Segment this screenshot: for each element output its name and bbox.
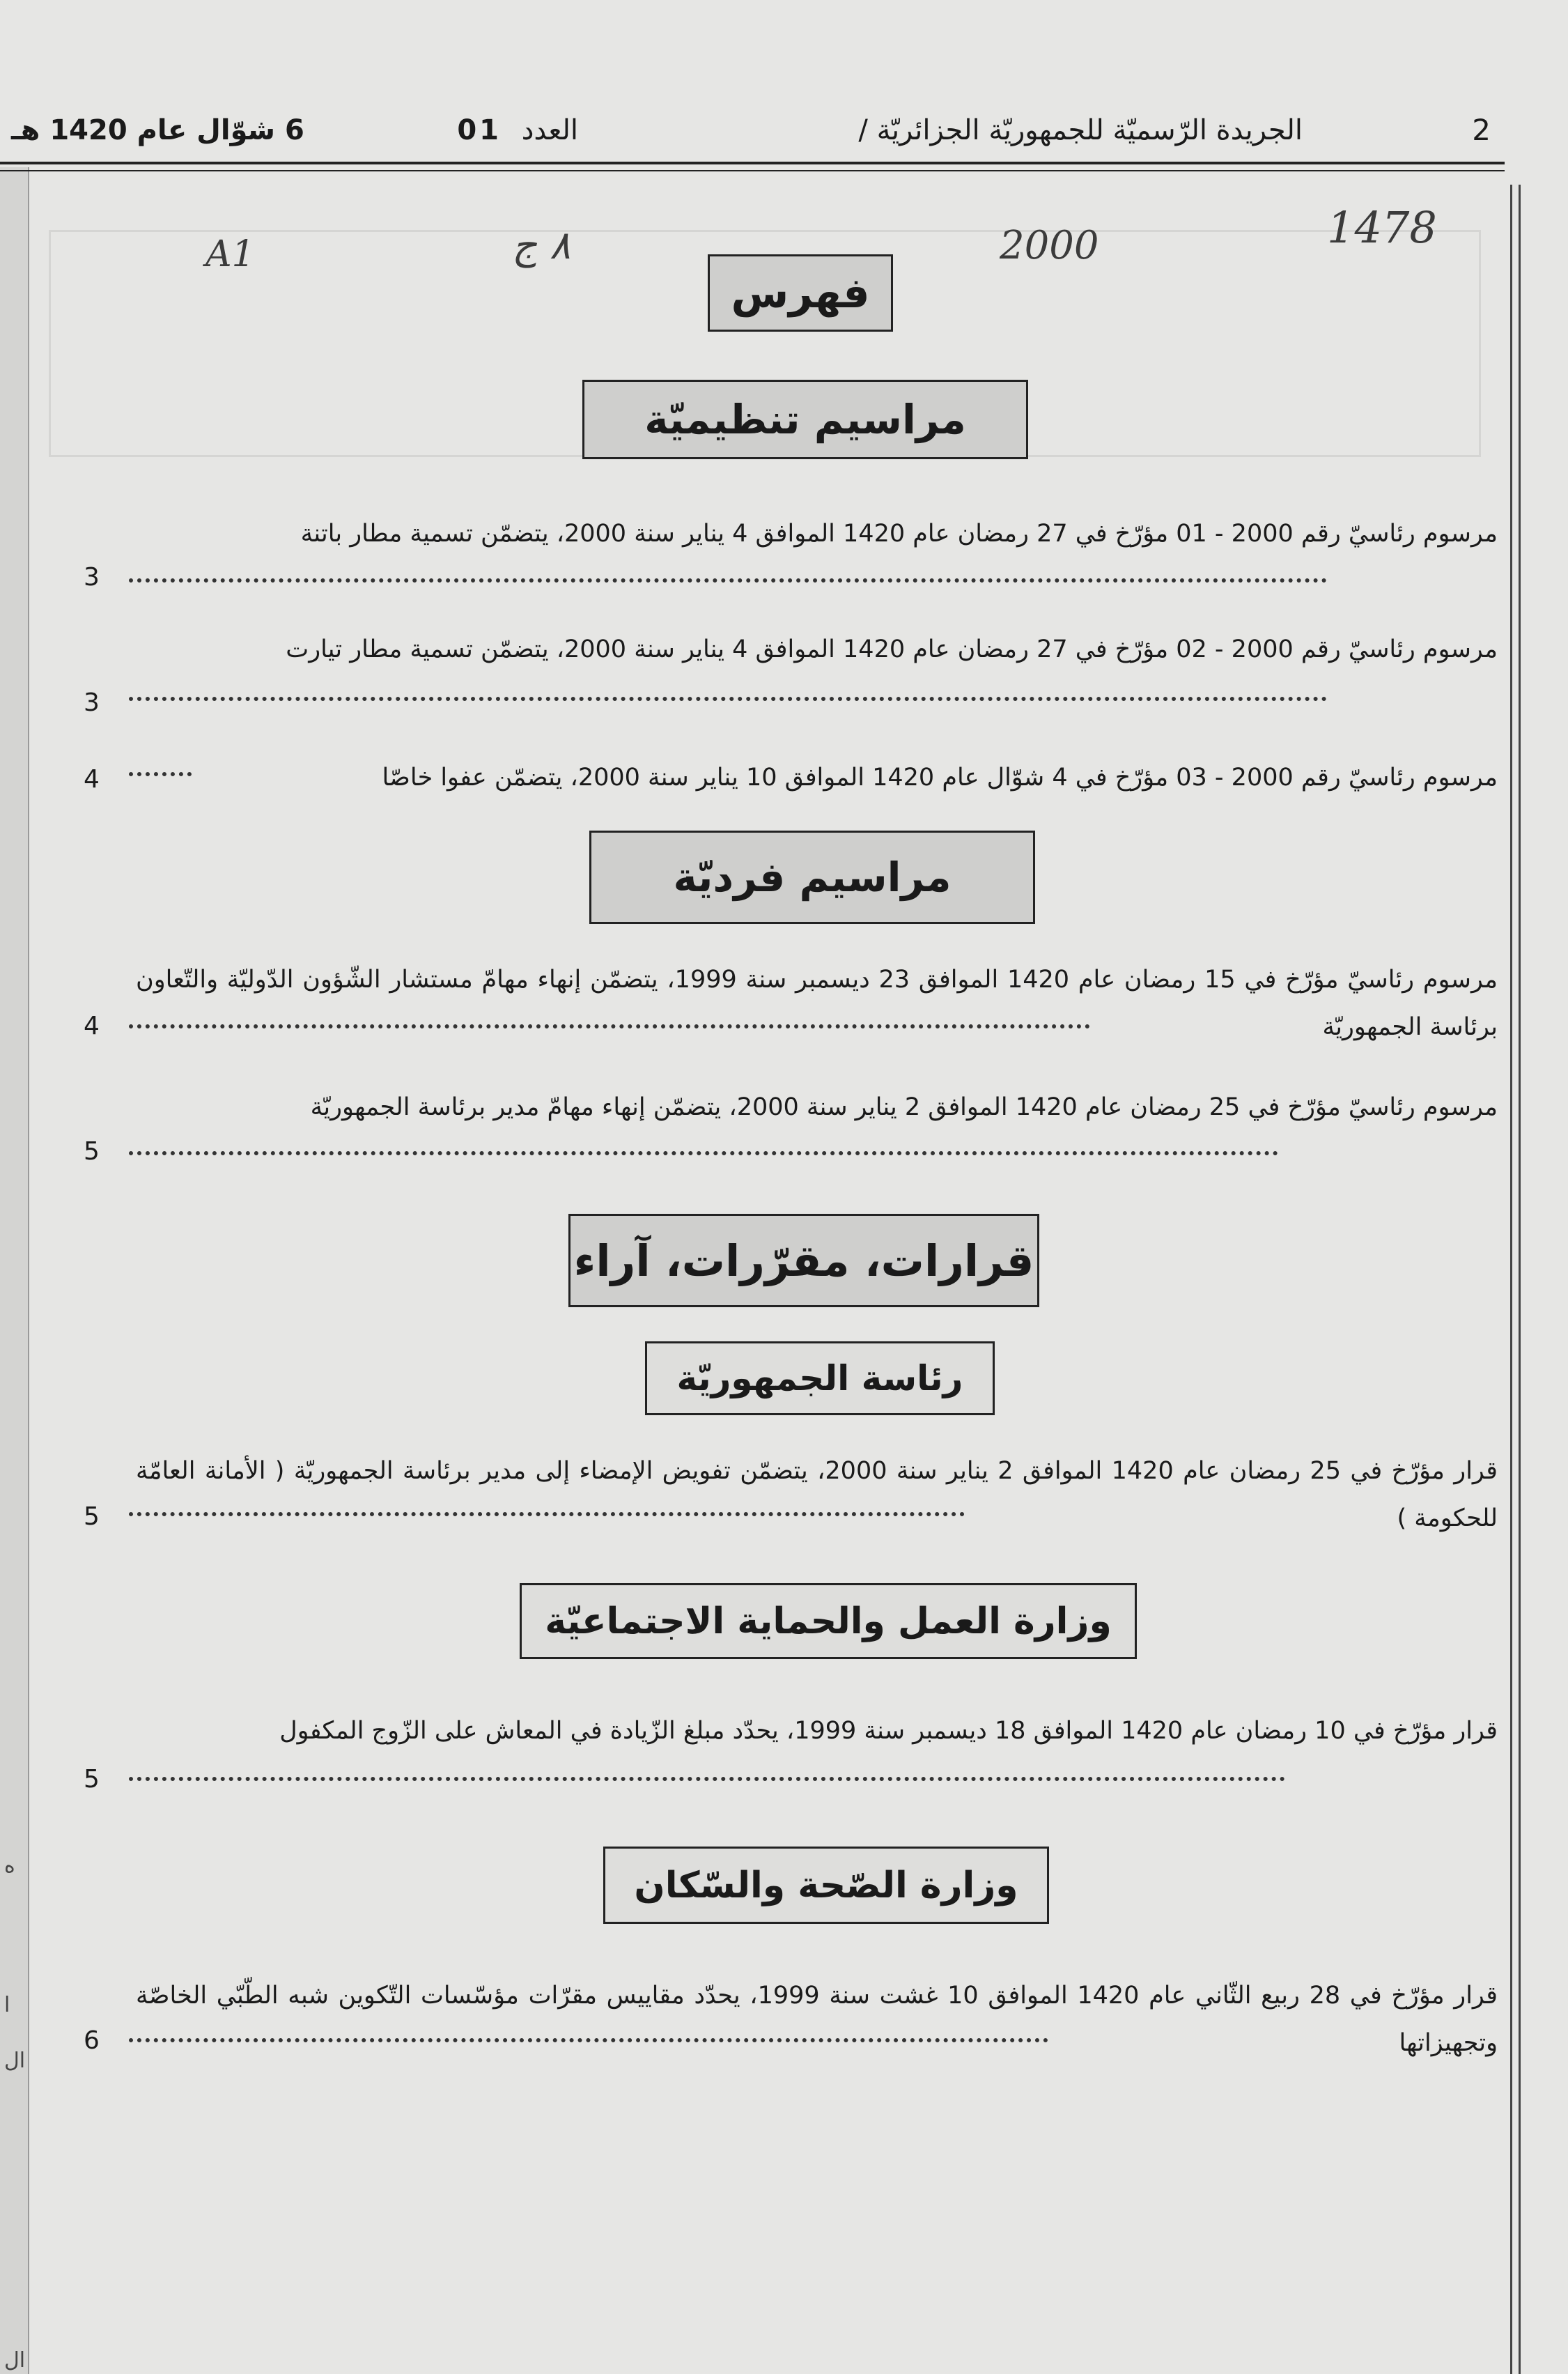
toc-entry: مرسوم رئاسيّ رقم 2000 - 02 مؤرّخ في 27 رمضان عام 1420 الموافق 4 يناير سنة 2000، يتضمّن تسمية مطار تيارت — [286, 635, 1498, 663]
entry-page-number: 4 — [84, 765, 100, 794]
section-title-individual-decrees: مراسيم فرديّة — [589, 831, 1035, 924]
handwritten-year: 2000 — [1000, 223, 1099, 268]
toc-entry: مرسوم رئاسيّ مؤرّخ في 15 رمضان عام 1420 الموافق 23 ديسمبر سنة 1999، يتضمّن إنهاء مهامّ مستشار الشّؤون الدّوليّة والتّعاون برئاسة الجمهوريّة — [136, 966, 1498, 1041]
toc-entry: مرسوم رئاسيّ رقم 2000 - 03 مؤرّخ في 4 شوّال عام 1420 الموافق 10 يناير سنة 2000، يتضمّن عفوا خاصّا — [382, 764, 1498, 792]
adjacent-page-strip — [0, 167, 29, 2374]
header-rule — [0, 162, 1505, 164]
entry-page-number: 5 — [84, 1137, 100, 1166]
entry-page-number: 6 — [84, 2026, 100, 2055]
issue-label: العدد — [521, 114, 578, 146]
toc-title: فهرس — [708, 254, 893, 332]
issue-number: 01 — [457, 114, 502, 146]
leader-dots — [129, 690, 1327, 701]
toc-entry: مرسوم رئاسيّ رقم 2000 - 01 مؤرّخ في 27 رمضان عام 1420 الموافق 4 يناير سنة 2000، يتضمّن تسمية مطار باتنة — [300, 520, 1498, 548]
entry-page-number: 4 — [84, 1012, 100, 1040]
leader-dots — [129, 571, 1327, 583]
margin-glyph: ا — [4, 1993, 10, 2017]
subsection-title-presidency: رئاسة الجمهوريّة — [645, 1341, 995, 1415]
leader-dots — [129, 1770, 1285, 1781]
handwritten-initials: A1 — [205, 233, 255, 275]
page-number: 2 — [1472, 113, 1491, 147]
entry-page-number: 5 — [84, 1765, 100, 1794]
toc-entry: قرار مؤرّخ في 25 رمضان عام 1420 الموافق 2 يناير سنة 2000، يتضمّن تفويض الإمضاء إلى مدير برئاسة الجمهوريّة ( الأمانة العامّة للحكومة ) — [136, 1457, 1498, 1532]
running-header — [0, 105, 1505, 164]
margin-glyph: ال — [4, 2049, 26, 2073]
handwritten-mark: ٨ ج — [512, 223, 571, 268]
page-edge-rule — [1510, 185, 1512, 2374]
header-rule — [0, 170, 1505, 171]
leader-dots — [129, 2031, 1048, 2042]
entry-page-number: 3 — [84, 563, 100, 592]
entry-page-number: 5 — [84, 1502, 100, 1531]
header-date: 6 شوّال عام 1420 هـ — [11, 114, 304, 146]
leader-dots — [129, 1017, 1090, 1028]
journal-title: الجريدة الرّسميّة للجمهوريّة الجزائريّة / — [858, 114, 1303, 146]
page-edge-rule — [1519, 185, 1521, 2374]
subsection-title-health-ministry: وزارة الصّحة والسّكان — [603, 1847, 1049, 1924]
margin-glyph: ه — [4, 1853, 15, 1878]
toc-entry: قرار مؤرّخ في 28 ربيع الثّاني عام 1420 الموافق 10 غشت سنة 1999، يحدّد مقاييس مقرّات مؤسّسات التّكوين شبه الطّبّي الخاصّة وتجهيزاتها — [136, 1982, 1498, 2057]
toc-entry: قرار مؤرّخ في 10 رمضان عام 1420 الموافق 18 ديسمبر سنة 1999، يحدّد مبلغ الزّيادة في المعاش على الزّوج المكفول — [279, 1717, 1498, 1745]
handwritten-code: 1478 — [1327, 202, 1437, 253]
margin-glyph: ال — [4, 2348, 26, 2373]
section-title-regulatory-decrees: مراسيم تنظيميّة — [582, 380, 1028, 459]
leader-dots — [129, 765, 192, 776]
subsection-title-labor-ministry: وزارة العمل والحماية الاجتماعيّة — [520, 1583, 1137, 1659]
toc-entry: مرسوم رئاسيّ مؤرّخ في 25 رمضان عام 1420 الموافق 2 يناير سنة 2000، يتضمّن إنهاء مهامّ مدير برئاسة الجمهوريّة — [310, 1093, 1498, 1121]
leader-dots — [129, 1144, 1278, 1155]
entry-page-number: 3 — [84, 688, 100, 717]
section-title-decisions: قرارات، مقرّرات، آراء — [568, 1214, 1039, 1307]
leader-dots — [129, 1505, 965, 1516]
